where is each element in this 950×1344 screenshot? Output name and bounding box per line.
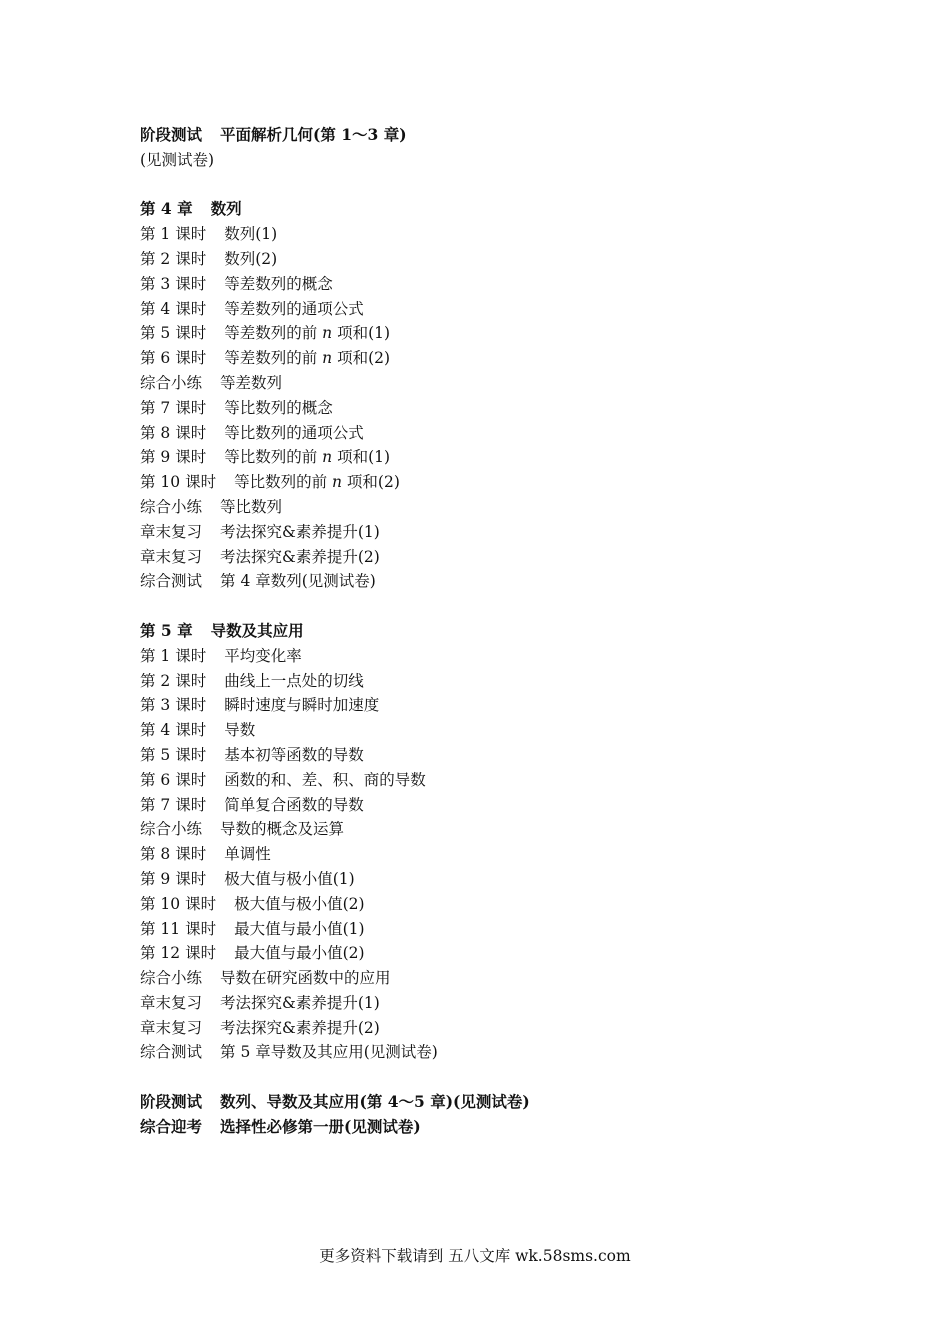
toc-entry xyxy=(140,569,900,594)
entry-label: 第 6 课时 xyxy=(140,349,207,368)
toc-entry xyxy=(140,718,900,743)
heading-line xyxy=(140,1115,900,1140)
toc-entry xyxy=(140,148,900,173)
toc-entry xyxy=(140,495,900,520)
entry-label: 综合测试 xyxy=(140,1043,203,1062)
section-ch4 xyxy=(140,197,900,594)
toc-entry xyxy=(140,222,900,247)
toc-entry xyxy=(140,793,900,818)
entry-label: 第 2 课时 xyxy=(140,671,207,690)
entry-label: 第 5 课时 xyxy=(140,324,207,343)
toc-entry xyxy=(140,743,900,768)
heading-line xyxy=(140,619,900,644)
entry-title: 等差数列的通项公式 xyxy=(224,299,364,318)
entry-title: 选择性必修第一册(见测试卷) xyxy=(220,1116,421,1136)
toc-entry xyxy=(140,1040,900,1065)
heading-line xyxy=(140,123,900,148)
toc-entry xyxy=(140,817,900,842)
entry-title: 极大值与极小值(1) xyxy=(224,869,355,888)
toc-entry xyxy=(140,693,900,718)
entry-label: 第 5 章 xyxy=(140,620,193,640)
section-ch5 xyxy=(140,619,900,1065)
entry-label: 第 10 课时 xyxy=(140,473,217,492)
toc-entry xyxy=(140,272,900,297)
table-of-contents xyxy=(140,123,900,1140)
toc-entry xyxy=(140,966,900,991)
entry-title: 简单复合函数的导数 xyxy=(224,795,364,814)
entry-label: 第 6 课时 xyxy=(140,770,207,789)
entry-title: 第 4 章数列(见测试卷) xyxy=(220,572,376,591)
entry-label: 第 7 课时 xyxy=(140,795,207,814)
entry-title: 考法探究&素养提升(2) xyxy=(220,1018,380,1037)
entry-label: 阶段测试 xyxy=(140,125,203,144)
toc-entry xyxy=(140,247,900,272)
toc-entry xyxy=(140,520,900,545)
toc-entry xyxy=(140,346,900,371)
toc-entry xyxy=(140,991,900,1016)
section-stage1 xyxy=(140,123,900,173)
entry-title-variable: n xyxy=(322,349,333,368)
entry-label: 综合测试 xyxy=(140,572,203,591)
toc-entry xyxy=(140,545,900,570)
entry-title: 数列(2) xyxy=(224,249,278,268)
entry-label: 章末复习 xyxy=(140,547,203,566)
entry-title: 导数在研究函数中的应用 xyxy=(220,969,391,988)
entry-title: 等差数列 xyxy=(220,373,283,392)
entry-label: 第 9 课时 xyxy=(140,869,207,888)
entry-label: 第 2 课时 xyxy=(140,249,207,268)
entry-title: 等比数列的概念 xyxy=(224,398,333,417)
entry-title: 平面解析几何(第 1～3 章) xyxy=(220,125,407,144)
entry-title-variable: n xyxy=(322,448,333,467)
entry-label: 第 5 课时 xyxy=(140,745,207,764)
toc-entry xyxy=(140,842,900,867)
entry-title: 等差数列的概念 xyxy=(224,274,333,293)
entry-label: 第 3 课时 xyxy=(140,696,207,715)
entry-title-post: 项和(2) xyxy=(342,473,400,492)
entry-title-variable: n xyxy=(322,324,333,343)
entry-label: 第 12 课时 xyxy=(140,944,217,963)
section-spacer xyxy=(140,594,900,619)
toc-entry xyxy=(140,644,900,669)
entry-title: 考法探究&素养提升(1) xyxy=(220,993,380,1012)
entry-title-pre: 等差数列的前 xyxy=(224,349,323,368)
toc-entry xyxy=(140,768,900,793)
entry-title: 极大值与极小值(2) xyxy=(234,894,365,913)
entry-label: 第 10 课时 xyxy=(140,894,217,913)
entry-label: 第 4 课时 xyxy=(140,721,207,740)
entry-title: 数列、导数及其应用(第 4～5 章)(见测试卷) xyxy=(220,1092,530,1112)
entry-label: 第 9 课时 xyxy=(140,448,207,467)
entry-title: 最大值与最小值(1) xyxy=(234,919,365,938)
entry-label: 第 11 课时 xyxy=(140,919,217,938)
section-final xyxy=(140,1090,900,1140)
entry-title: 数列(1) xyxy=(224,225,278,244)
entry-label: 第 7 课时 xyxy=(140,398,207,417)
entry-title-post: 项和(2) xyxy=(332,349,391,368)
toc-entry xyxy=(140,917,900,942)
section-spacer xyxy=(140,173,900,198)
entry-label: 综合迎考 xyxy=(140,1116,203,1136)
entry-title-variable: n xyxy=(332,473,342,492)
entry-title: 平均变化率 xyxy=(224,646,302,665)
entry-title: (见测试卷) xyxy=(140,150,215,169)
entry-label: 第 1 课时 xyxy=(140,646,207,665)
entry-title: 瞬时速度与瞬时加速度 xyxy=(224,696,380,715)
entry-title-pre: 等比数列的前 xyxy=(234,473,333,492)
entry-title: 第 5 章导数及其应用(见测试卷) xyxy=(220,1043,438,1062)
entry-title-post: 项和(1) xyxy=(332,448,391,467)
entry-title-pre: 等差数列的前 xyxy=(224,324,323,343)
toc-entry xyxy=(140,371,900,396)
entry-title: 数列 xyxy=(210,199,242,219)
entry-label: 综合小练 xyxy=(140,373,203,392)
toc-entry xyxy=(140,396,900,421)
toc-entry xyxy=(140,445,900,470)
entry-label: 章末复习 xyxy=(140,993,203,1012)
footer-link-text[interactable]: 更多资料下载请到 五八文库 wk.58sms.com xyxy=(319,1247,631,1265)
entry-title: 导数及其应用 xyxy=(210,620,304,640)
entry-title: 考法探究&素养提升(1) xyxy=(220,522,380,541)
toc-entry xyxy=(140,1016,900,1041)
entry-label: 综合小练 xyxy=(140,969,203,988)
entry-title-pre: 等比数列的前 xyxy=(224,448,323,467)
toc-entry xyxy=(140,867,900,892)
entry-label: 第 8 课时 xyxy=(140,423,207,442)
entry-title: 等比数列 xyxy=(220,497,283,516)
entry-label: 第 3 课时 xyxy=(140,274,207,293)
entry-title: 考法探究&素养提升(2) xyxy=(220,547,380,566)
entry-title: 曲线上一点处的切线 xyxy=(224,671,364,690)
entry-title: 函数的和、差、积、商的导数 xyxy=(224,770,426,789)
entry-label: 章末复习 xyxy=(140,1018,203,1037)
entry-label: 第 1 课时 xyxy=(140,225,207,244)
entry-label: 章末复习 xyxy=(140,522,203,541)
heading-line xyxy=(140,197,900,222)
entry-title: 单调性 xyxy=(224,845,271,864)
toc-entry xyxy=(140,941,900,966)
entry-title: 最大值与最小值(2) xyxy=(234,944,365,963)
toc-entry xyxy=(140,669,900,694)
entry-label: 综合小练 xyxy=(140,497,203,516)
toc-entry xyxy=(140,892,900,917)
entry-label: 第 4 课时 xyxy=(140,299,207,318)
entry-label: 阶段测试 xyxy=(140,1092,203,1112)
entry-label: 综合小练 xyxy=(140,820,203,839)
entry-title: 导数的概念及运算 xyxy=(220,820,345,839)
heading-line xyxy=(140,1090,900,1115)
entry-title: 导数 xyxy=(224,721,256,740)
toc-entry xyxy=(140,297,900,322)
section-spacer xyxy=(140,1065,900,1090)
entry-label: 第 8 课时 xyxy=(140,845,207,864)
toc-entry xyxy=(140,470,900,495)
entry-title: 等比数列的通项公式 xyxy=(224,423,364,442)
entry-label: 第 4 章 xyxy=(140,199,193,219)
entry-title: 基本初等函数的导数 xyxy=(224,745,364,764)
toc-entry xyxy=(140,321,900,346)
entry-title-post: 项和(1) xyxy=(332,324,391,343)
toc-entry xyxy=(140,421,900,446)
